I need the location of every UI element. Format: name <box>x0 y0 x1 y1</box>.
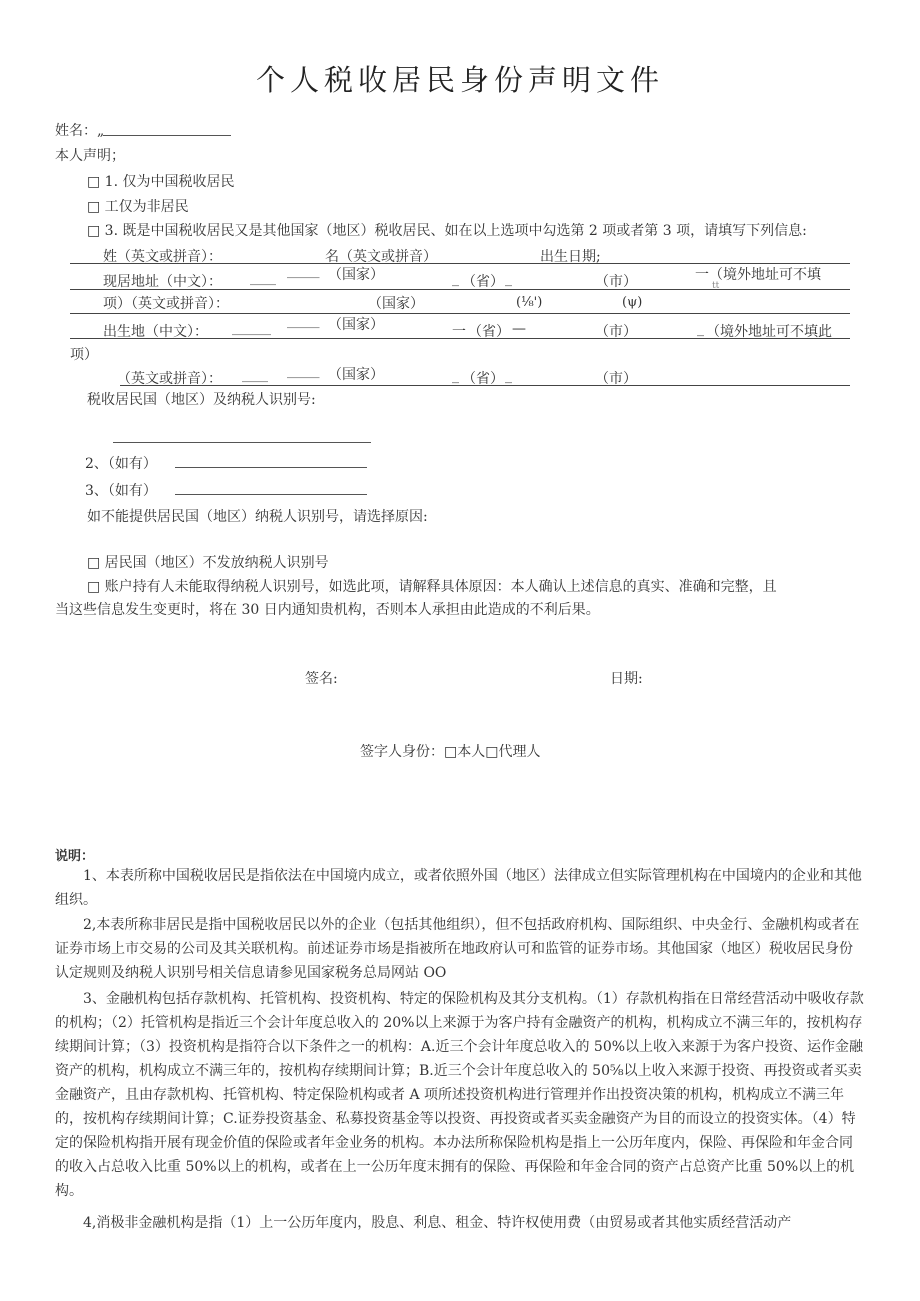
province-label: （省） <box>462 274 504 290</box>
city-label: （市） <box>595 324 637 340</box>
form-rule <box>70 338 850 339</box>
birthplace-en-label: （英文或拼音）： <box>117 371 222 387</box>
overseas-note: （境外地址可不填此 <box>706 324 832 340</box>
notes-heading: 说明： <box>55 849 95 864</box>
signer-identity[interactable]: 签字人身份：□本人□代理人 <box>360 744 541 760</box>
date-label: 日期: <box>610 671 643 687</box>
blank[interactable]: _____ <box>287 314 320 329</box>
blank[interactable]: _ <box>452 368 459 384</box>
note-4: 4,消极非金融机构是指（1）上一公历年度内，股息、利息、租金、特许权使用费（由贸易或者其他实质经营活动产 <box>83 1215 792 1231</box>
city-label: （市） <box>595 371 637 387</box>
blank[interactable]: _____ <box>287 364 320 379</box>
birthplace-cn-label: 出生地（中文）： <box>103 324 208 340</box>
tin-field-1[interactable] <box>113 442 371 443</box>
country-label: （国家） <box>328 317 384 333</box>
tin-label: 税收居民国（地区）及纳税人识别号: <box>87 392 316 408</box>
country-label: （国家） <box>328 367 384 383</box>
blank[interactable]: ____ <box>242 368 268 383</box>
blank[interactable]: ____ <box>250 271 276 286</box>
form-rule <box>70 313 850 314</box>
tin-field-3[interactable] <box>175 494 367 495</box>
note-3: 3、金融机构包括存款机构、托管机构、投资机构、特定的保险机构及其分支机构。（1）存款机构指在日常经营活动中吸收存款的机构；（2）托管机构是指近三个会计年度总收入的 20%以上来源于为客户持有金融资产的机构，机构成立不满三年的，按机构存续期间计算；（3）投资机构是指符合以下条件之一的机构：A.近三个会计年度总收入的 50%以上收入来源于为客户投资、运作金融资产的机构，机构成立不满三年的，按机构存续期间计算；B.近三个会计年度总收入的 50⅝以上收入来源于投资、再投资或者买卖金融资产，且由存款机构、托管机构、特定保险机构或者 A 项所述投资机构进行管理并作出投资决策的机构，机构成立不满三年的，按机构存续期间计算；C.证券投资基金、私募投资基金等以投资、再投资或者买卖金融资产为目的而设立的投资实体。（4）特定的保险机构指开展有现金价值的保险或者年金业务的机构。本办法所称保险机构是指上一公历年度内，保险、再保险和年金合同的收入占总收入比重 50%以上的机构，或者在上一公历年度末拥有的保险、再保险和年金合同的资产占总资产比重 50%以上的机构。 <box>55 991 864 1199</box>
surname-label: 姓（英文或拼音）： <box>103 249 222 265</box>
city-label-garbled: (ψ) <box>622 295 643 310</box>
name-field[interactable] <box>103 135 231 136</box>
dash: 一 <box>452 324 466 340</box>
option-china-resident[interactable]: □ 1. 仅为中国税收居民 <box>87 174 235 190</box>
blank[interactable]: _ <box>505 271 512 287</box>
birthdate-label: 出生日期; <box>540 249 601 265</box>
given-name-label: 名（英文或拼音） <box>325 249 437 265</box>
garbled-mark: tt <box>712 281 720 291</box>
confirmation-text: 当这些信息发生变更时，将在 30 日内通知贵机构，否则本人承担由此造成的不利后果。 <box>55 602 600 618</box>
page-title: 个人税收居民身份声明文件 <box>255 63 664 97</box>
city-label: （市） <box>595 274 637 290</box>
reason-tin-not-obtained[interactable]: □ 账户持有人未能取得纳税人识别号，如选此项，请解释具体原因：本人确认上述信息的真实、准确和完整，且 <box>87 579 777 595</box>
blank[interactable]: _ <box>697 321 704 337</box>
blank[interactable]: _____ <box>287 264 320 279</box>
declare-label: 本人声明； <box>55 148 125 164</box>
province-label: （省） <box>462 371 504 387</box>
overseas-note: 一（境外地址可不填 <box>695 267 821 283</box>
no-tin-label: 如不能提供居民国（地区）纳税人识别号，请选择原因: <box>87 509 428 525</box>
tin-field-2[interactable] <box>175 467 367 468</box>
signature-label: 签名: <box>305 671 338 687</box>
name-label: 姓名：„ <box>55 123 105 139</box>
blank[interactable]: _ <box>505 368 512 384</box>
option-non-resident[interactable]: □ 工仅为非居民 <box>87 199 189 215</box>
form-rule <box>70 289 850 290</box>
tin-item-2-label: 2、（如有） <box>85 456 157 472</box>
province-label: （省） <box>468 324 510 340</box>
note-2: 2,本表所称非居民是指中国税收居民以外的企业（包括其他组织），但不包括政府机构、国际组织、中央金行、金融机构或者在证券市场上市交易的公司及其关联机构。前述证券市场是指被所在地政府认可和监管的证券市场。其他国家（地区）税收居民身份认定规则及纳税人识别号相关信息请参见国家税务总局网站 OO <box>55 917 860 981</box>
option-dual-resident[interactable]: □ 3. 既是中国税收居民又是其他国家（地区）税收居民、如在以上选项中勾选第 2 项或者第 3 项，请填写下列信息: <box>87 223 807 239</box>
reason-no-tin-issued[interactable]: □ 居民国（地区）不发放纳税人识别号 <box>87 555 329 571</box>
current-address-cn-label: 现居地址（中文）： <box>103 274 222 290</box>
note-1: 1、本表所称中国税收居民是指依法在中国境内成立，或者依照外国（地区）法律成立但实际管理机构在中国境内的企业和其他组织。 <box>55 868 862 908</box>
blank[interactable]: _ <box>452 271 459 287</box>
form-rule <box>120 385 850 386</box>
dash: — <box>512 321 526 337</box>
country-label: （国家） <box>328 267 384 283</box>
blank[interactable]: ______ <box>232 321 271 336</box>
item-close-label: 项） <box>70 347 98 363</box>
country-label: （国家） <box>368 296 424 312</box>
province-label-garbled: (⅛') <box>516 295 543 310</box>
current-address-en-label: 项）（英文或拼音）： <box>103 296 229 312</box>
tin-item-3-label: 3、（如有） <box>85 483 157 499</box>
